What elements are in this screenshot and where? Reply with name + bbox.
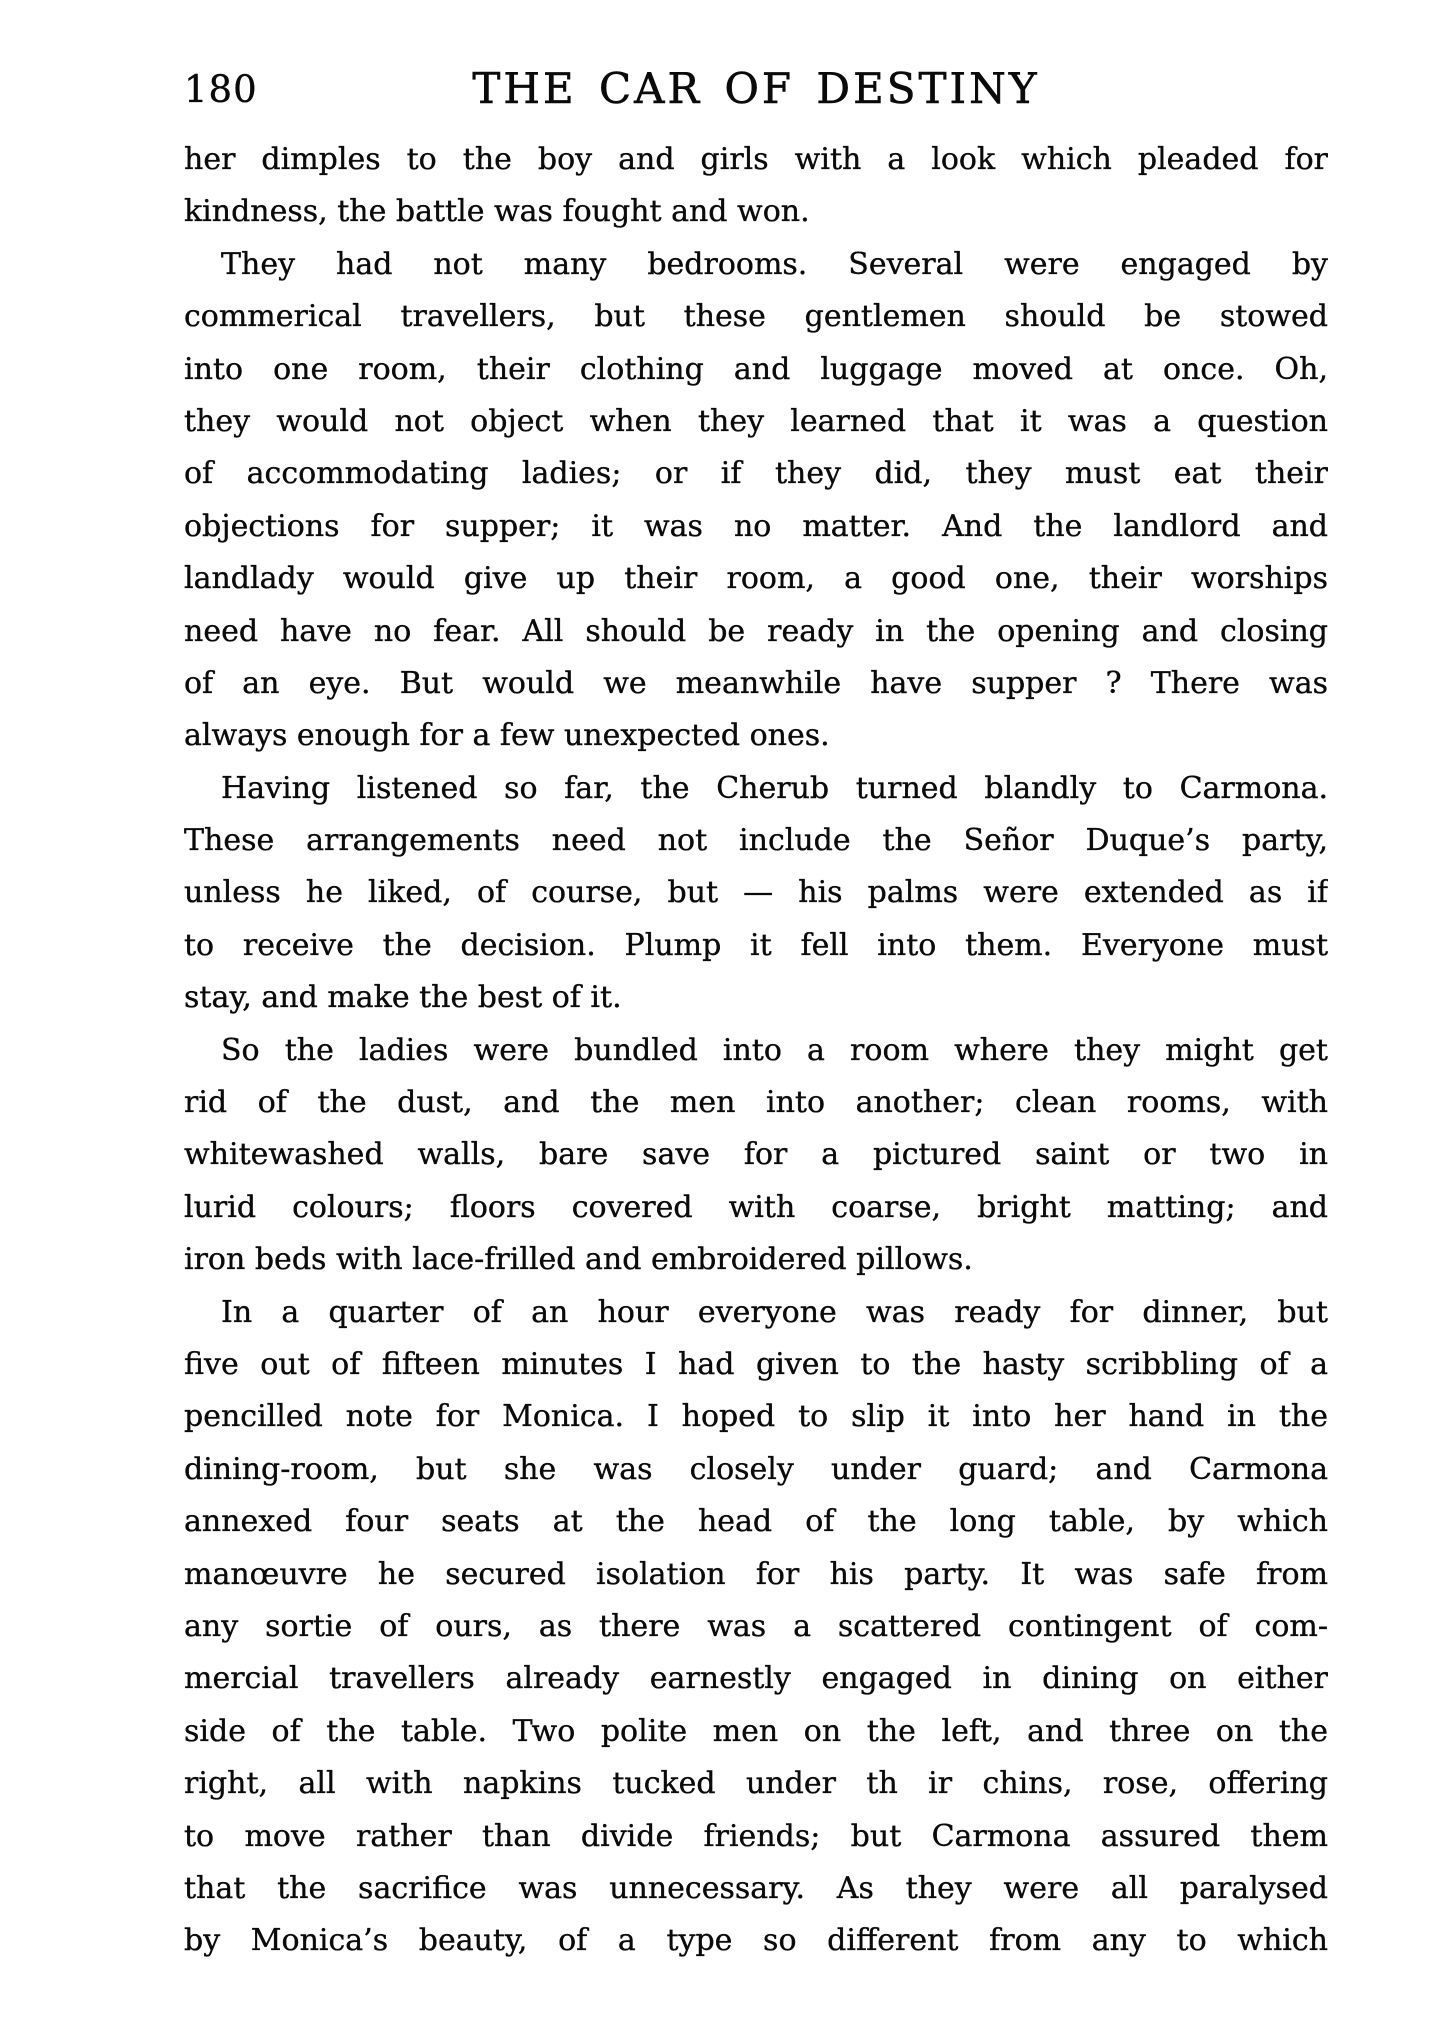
text-line: five out of fifteen minutes I had given to the hasty scribbling of a xyxy=(184,1346,1328,1382)
text-line: lurid colours; floors covered with coarse, bright matting; and xyxy=(184,1189,1328,1225)
text-line: objections for supper; it was no matter. And the landlord and xyxy=(184,508,1328,544)
text-line: need have no fear. All should be ready in the opening and closing xyxy=(184,613,1328,649)
running-title: THE CAR OF DESTINY xyxy=(472,64,1040,113)
text-line: to receive the decision. Plump it fell into them. Everyone must xyxy=(184,927,1328,963)
text-line: that the sacrifice was unnecessary. As they were all paralysed xyxy=(184,1870,1328,1906)
paragraph xyxy=(184,1025,1328,1287)
text-line: of an eye. But would we meanwhile have supper ? There was xyxy=(184,665,1328,701)
text-line: kindness, the battle was fought and won. xyxy=(184,194,810,230)
text-line: they would not object when they learned that it was a question xyxy=(184,403,1328,439)
text-line: commerical travellers, but these gentlemen should be stowed xyxy=(184,299,1328,335)
text-line: Having listened so far, the Cherub turned blandly to Carmona. xyxy=(221,770,1328,806)
text-line: whitewashed walls, bare save for a pictured saint or two in xyxy=(184,1137,1328,1173)
text-line: In a quarter of an hour everyone was ready for dinner, but xyxy=(221,1294,1328,1330)
paragraph xyxy=(184,1287,1328,1968)
text-line: to move rather than divide friends; but Carmona assured them xyxy=(184,1818,1328,1854)
text-line: into one room, their clothing and luggage moved at once. Oh, xyxy=(184,351,1328,387)
text-line: unless he liked, of course, but — his palms were extended as if xyxy=(184,875,1328,911)
text-line: mercial travellers already earnestly engaged in dining on either xyxy=(184,1661,1328,1697)
running-header xyxy=(184,62,1328,113)
text-line: rid of the dust, and the men into another; clean rooms, with xyxy=(184,1085,1328,1121)
text-line: her dimples to the boy and girls with a look which pleaded for xyxy=(184,142,1328,177)
text-line: always enough for a few unexpected ones. xyxy=(184,718,830,754)
text-line: They had not many bedrooms. Several were engaged by xyxy=(221,246,1328,282)
text-line: any sortie of ours, as there was a scattered contingent of com- xyxy=(184,1608,1328,1644)
text-line: by Monica’s beauty, of a type so different from any to which xyxy=(184,1923,1328,1959)
paragraph xyxy=(184,134,1328,239)
text-line: dining-room, but she was closely under guard; and Carmona xyxy=(184,1451,1328,1487)
text-line: landlady would give up their room, a good one, their worships xyxy=(184,561,1328,597)
text-line: pencilled note for Monica. I hoped to slip it into her hand in the xyxy=(184,1399,1328,1435)
text-line: stay, and make the best of it. xyxy=(184,980,622,1016)
text-line: iron beds with lace-frilled and embroidered pillows. xyxy=(184,1242,973,1278)
paragraph xyxy=(184,239,1328,763)
text-line: annexed four seats at the head of the long table, by which xyxy=(184,1504,1328,1540)
text-line: These arrangements need not include the Señor Duque’s party, xyxy=(184,823,1328,859)
text-line: So the ladies were bundled into a room where they might get xyxy=(221,1032,1328,1068)
text-line: side of the table. Two polite men on the left, and three on the xyxy=(184,1713,1328,1749)
text-line: of accommodating ladies; or if they did, they must eat their xyxy=(184,456,1328,492)
text-line: right, all with napkins tucked under th ir chins, rose, offering xyxy=(184,1766,1328,1802)
text-block xyxy=(184,134,1328,1968)
text-line: manœuvre he secured isolation for his party. It was safe from xyxy=(184,1556,1328,1592)
paragraph xyxy=(184,763,1328,1025)
page-number: 180 xyxy=(184,68,258,111)
